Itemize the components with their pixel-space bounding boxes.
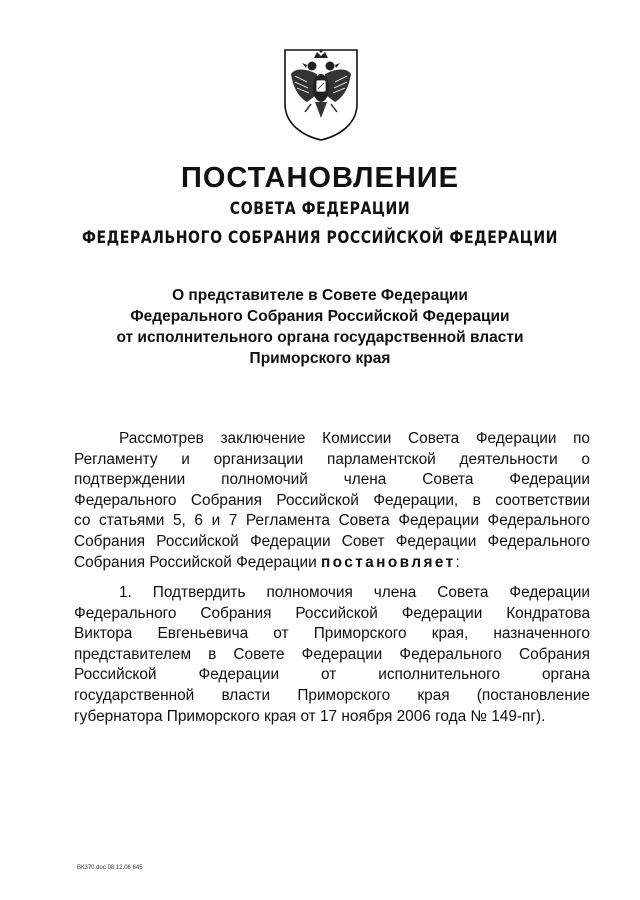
paragraph-line: Собрания Российской Федерации Совет Федерации Федерального (74, 532, 590, 550)
subject-line: Федерального Собрания Российской Федерации (130, 308, 510, 325)
paragraph-line: Виктора Евгеньевича от Приморского края, назначенного (74, 625, 590, 643)
paragraph-line: государственной власти Приморского края (постановление (74, 686, 590, 704)
paragraph-line: подтверждении полномочий члена Совета Федерации (74, 471, 590, 489)
paragraph-line: со статьями 5, 6 и 7 Регламента Совета Федерации Федерального (74, 512, 590, 530)
paragraph-line: Федерального Собрания Российской Федерации Кондратова (74, 604, 590, 622)
issuer-line-1: СОВЕТА ФЕДЕРАЦИИ (229, 199, 411, 219)
subject-line: Приморского края (249, 350, 391, 367)
paragraph-line-last (74, 553, 590, 574)
decree-word: постановляет (320, 553, 456, 571)
document-subject (80, 285, 560, 369)
document-type-title: ПОСТАНОВЛЕНИЕ (181, 162, 459, 194)
footer-file-code: ВК370.doc 08.12.06 645 (77, 865, 143, 871)
preamble-paragraph (74, 429, 590, 573)
paragraph-line-last: губернатора Приморского края от 17 ноября 2006 года № 149-пг). (74, 707, 546, 725)
subject-line: от исполнительного органа государственной власти (116, 329, 524, 346)
resolution-item-1 (74, 583, 590, 727)
issuer-line-2: ФЕДЕРАЛЬНОГО СОБРАНИЯ РОССИЙСКОЙ ФЕДЕРАЦИИ (81, 228, 558, 248)
paragraph-line: 1. Подтвердить полномочия члена Совета Федерации (119, 584, 590, 601)
coat-of-arms-icon (281, 46, 361, 142)
paragraph-line: Рассмотрев заключение Комиссии Совета Федерации по (119, 430, 590, 447)
paragraph-line-text: Собрания Российской Федерации (74, 553, 317, 571)
subject-line: О представителе в Совете Федерации (172, 287, 468, 304)
paragraph-line: Регламенту и организации парламентской деятельности о (74, 450, 590, 468)
decree-colon: : (455, 553, 460, 571)
paragraph-line: представителем в Совете Федерации Федерального Собрания (74, 645, 590, 663)
paragraph-line: Федерального Собрания Российской Федерации, в соответствии (74, 491, 590, 509)
paragraph-line: Российской Федерации от исполнительного органа (74, 666, 590, 684)
